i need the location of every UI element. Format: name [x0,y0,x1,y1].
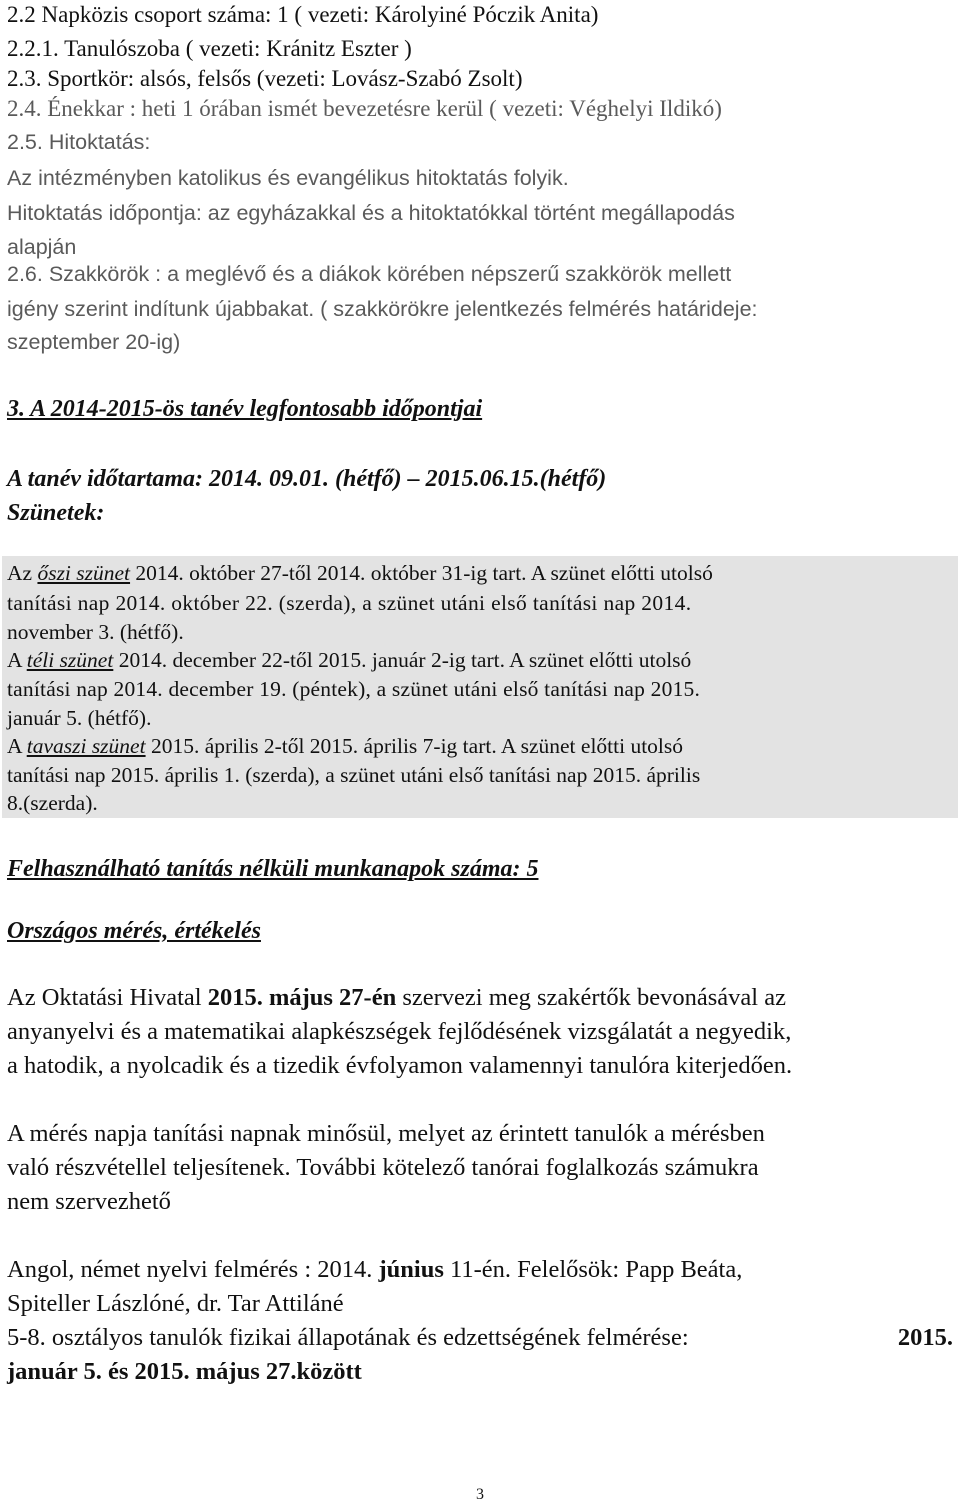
measurement-heading: Országos mérés, értékelés [7,918,261,944]
break-spring-line3: 8.(szerda). [7,791,98,815]
measurement-p2-line3: nem szervezhető [7,1188,171,1215]
measurement-p2-line2: való részvétellel teljesítenek. További kötelező tanórai foglalkozás számukra [7,1154,759,1181]
break-autumn-line3: november 3. (hétfő). [7,620,184,644]
break-autumn-intro [7,561,713,586]
measurement-p1-a: Az Oktatási Hivatal [7,984,208,1011]
break-autumn-dates: 2014. október 27-től 2014. október 31-ig tart. A szünet előtti utolsó [130,561,713,585]
language-survey-line2: Spiteller Lászlóné, dr. Tar Attiláné [7,1290,344,1317]
hitoktatas-text-3: alapján [7,235,77,259]
break-spring-dates: 2015. április 2-től 2015. április 7-ig tart. A szünet előtti utolsó [145,734,684,758]
break-winter-dates: 2014. december 22-től 2015. január 2-ig tart. A szünet előtti utolsó [113,648,692,672]
break-winter-line2: tanítási nap 2014. december 19. (péntek), a szünet utáni első tanítási nap 2015. [7,677,701,701]
szakkorok-text-2: szeptember 20-ig) [7,330,181,354]
list-item-sportkor: 2.3. Sportkör: alsós, felsős (vezeti: Lovász-Szabó Zsolt) [7,66,523,91]
language-survey-month: június [378,1256,444,1283]
list-item-enekkar: 2.4. Énekkar : heti 1 órában ismét bevezetésre kerül ( vezeti: Véghelyi Ildikó) [7,96,722,121]
fitness-survey-line1 [7,1324,953,1352]
breaks-heading: Szünetek: [7,500,105,526]
section-heading: 3. A 2014-2015-ös tanév legfontosabb időpontjai [7,396,483,422]
szakkorok-text-1: igény szerint indítunk újabbakat. ( szakkörökre jelentkezés felmérés határideje: [7,297,758,321]
measurement-date: 2015. május 27-én [207,984,397,1011]
measurement-p1-line2: anyanyelvi és a matematikai alapkészségek fejlődésének vizsgálatát a negyedik, [7,1018,792,1045]
measurement-p1-line3: a hatodik, a nyolcadik és a tizedik évfolyamon valamennyi tanulóra kiterjedően. [7,1052,793,1079]
workdays-heading: Felhasználható tanítás nélküli munkanapok száma: 5 [7,856,539,882]
school-year-duration: A tanév időtartama: 2014. 09.01. (hétfő) – 2015.06.15.(hétfő) [7,466,607,492]
language-survey-c: 11-én. Felelősök: Papp Beáta, [443,1256,743,1283]
language-survey-a: Angol, német nyelvi felmérés : 2014. [7,1256,379,1283]
measurement-p1-line1 [7,984,786,1012]
language-survey-line1 [7,1256,742,1284]
break-autumn-line1 [7,561,953,586]
hitoktatas-text-2: Hitoktatás időpontja: az egyházakkal és a hitoktatókkal történt megállapodás [7,201,735,225]
break-spring-line1 [7,734,683,759]
list-item-hitoktatas: 2.5. Hitoktatás: [7,130,151,154]
page-number: 3 [476,1486,484,1503]
break-autumn-pre: Az [7,561,38,585]
break-spring-line2: tanítási nap 2015. április 1. (szerda), a szünet utáni első tanítási nap 2015. április [7,763,701,787]
break-winter-line3: január 5. (hétfő). [7,706,152,730]
fitness-survey-year: 2015. [897,1324,953,1351]
break-winter-name: téli szünet [26,648,114,672]
fitness-survey-a: 5-8. osztályos tanulók fizikai állapotának és edzettségének felmérése: [7,1324,689,1351]
fitness-survey-line2: január 5. és 2015. május 27.között [7,1358,362,1385]
break-winter-line1 [7,648,691,673]
list-item-tanuloszoba: 2.2.1. Tanulószoba ( vezeti: Kránitz Eszter ) [7,36,412,61]
hitoktatas-text-1: Az intézményben katolikus és evangélikus hitoktatás folyik. [7,166,569,190]
list-item-szakkorok: 2.6. Szakkörök : a meglévő és a diákok körében népszerű szakkörök mellett [7,262,732,286]
break-winter-pre: A [7,648,27,672]
break-autumn-name: őszi szünet [37,561,131,585]
list-item-napkozis: 2.2 Napközis csoport száma: 1 ( vezeti: Károlyiné Póczik Anita) [7,2,599,27]
measurement-p2-line1: A mérés napja tanítási napnak minősül, melyet az érintett tanulók a mérésben [7,1120,765,1147]
break-autumn-line2: tanítási nap 2014. október 22. (szerda), a szünet utáni első tanítási nap 2014. [7,591,692,615]
break-spring-pre: A [7,734,27,758]
break-spring-name: tavaszi szünet [26,734,146,758]
measurement-p1-c: szervezi meg szakértők bevonásával az [396,984,786,1011]
